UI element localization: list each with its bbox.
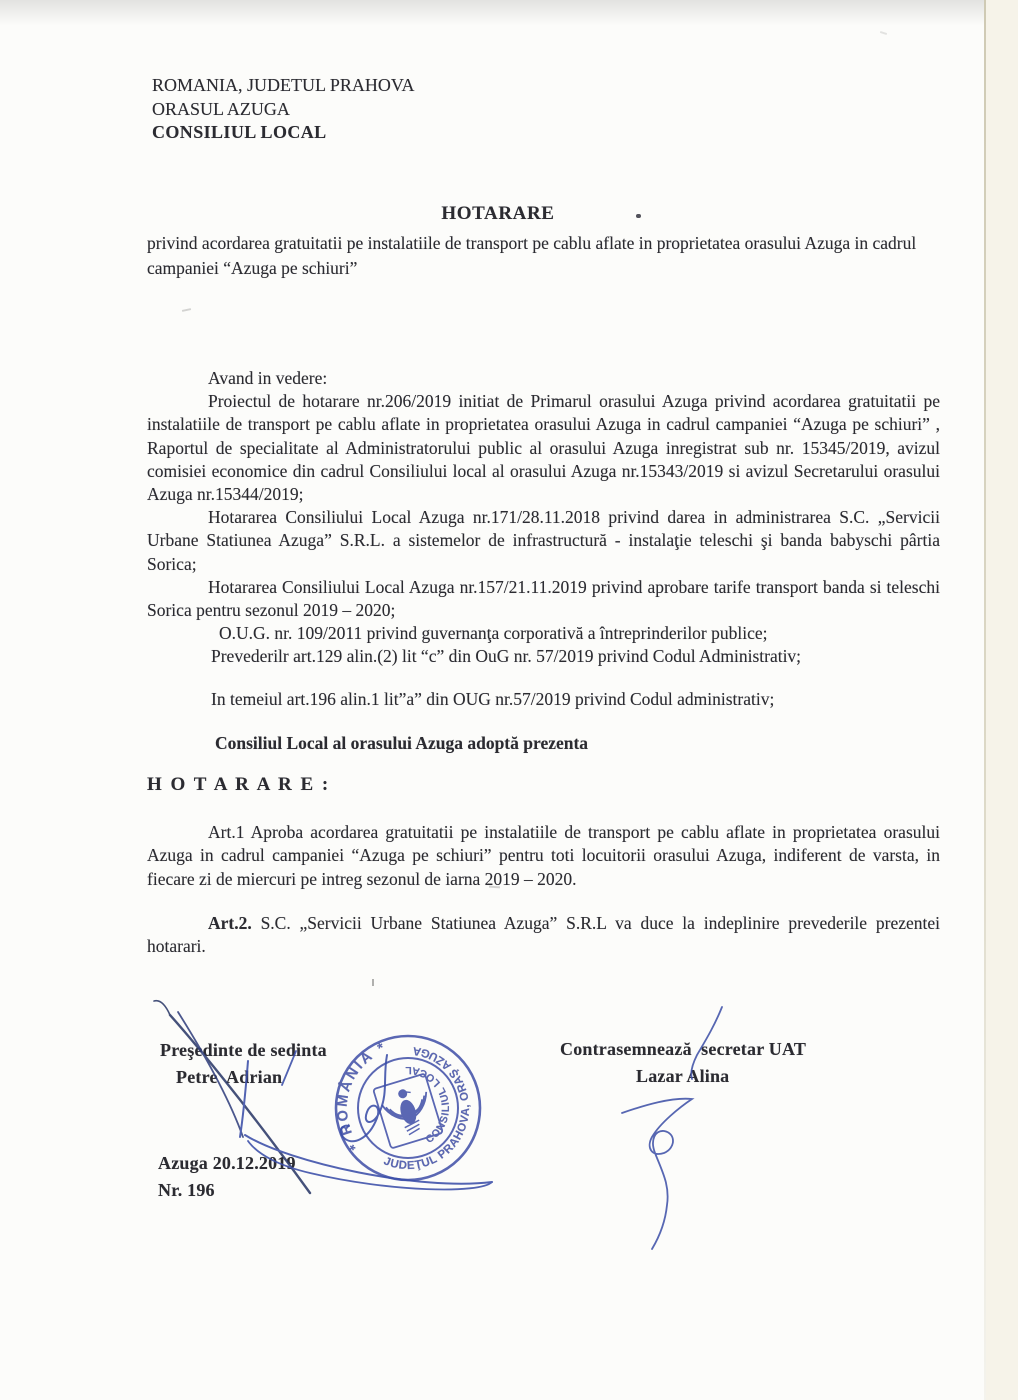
svg-text:* ROMÂNIA * (335, 1039, 390, 1152)
president-role-label: Preşedinte de sedinta (160, 1040, 327, 1060)
president-signature-stroke (154, 1001, 170, 1015)
header-country-county: ROMANIA, JUDETUL PRAHOVA (152, 75, 415, 95)
document-title: HOTARARE (441, 203, 555, 224)
scan-artifact (372, 979, 374, 986)
preamble-paragraph: Hotararea Consiliului Local Azuga nr.157/21.11.2019 privind aprobare tarife transport banda si teleschi Sorica pentru sezonul 2019 – 2020; (147, 576, 940, 621)
scan-artifact (880, 31, 887, 35)
president-name: Petre Adrian (176, 1067, 283, 1087)
secretary-role-label: Contrasemnează secretar UAT (560, 1039, 807, 1059)
document-subtitle: privind acordarea gratuitatii pe instalatiile de transport pe cablu aflate in proprietatea orasului Azuga in cadrul campaniei “Azuga pe schiuri” (147, 233, 917, 278)
legal-basis-paragraph: In temeiul art.196 alin.1 lit”a” din OUG nr.57/2019 privind Codul administrativ; (211, 688, 775, 709)
secretary-name: Lazar Alina (636, 1066, 730, 1086)
preamble-paragraph: Prevederilr art.129 alin.(2) lit “c” din OuG nr. 57/2019 privind Codul Administrativ; (211, 646, 802, 667)
preamble-paragraph: O.U.G. nr. 109/2011 privind guvernanţa corporativă a întreprinderilor publice; (219, 623, 768, 644)
article-2 (147, 912, 940, 958)
scan-artifact (636, 214, 641, 218)
preamble-intro: Avand in vedere: (208, 368, 328, 388)
preamble-paragraph: Hotararea Consiliului Local Azuga nr.171/28.11.2018 privind darea in administrarea S.C. „Servicii Urbane Statiunea Azuga” S.R.L. a sistemelor de infrastructură - instalaţie teleschi şi banda babyschi pârtia Sorica; (147, 507, 940, 574)
document-body (147, 367, 940, 958)
stamp-country-text: * ROMÂNIA * (334, 1039, 390, 1153)
article-2-text: S.C. „Servicii Urbane Statiunea Azuga” S.R.L va duce la indeplinire prevederile prezentei hotarari. (147, 912, 940, 957)
stamp-outer-ring-text: JUDEŢUL PRAHOVA, ORAŞ AZUGA (381, 1044, 473, 1173)
adoption-clause: Consiliul Local al orasului Azuga adoptă prezenta (215, 732, 589, 753)
article-1: Art.1 Aproba acordarea gratuitatii pe instalatiile de transport pe cablu aflate in proprietatea orasului Azuga in cadrul campaniei “Azuga pe schiuri” pentru toti locuitorii orasului Azuga, indiferent de varsta, in fiecare zi de miercuri pe intreg sezonul de iarna 2019 – 2020. (147, 822, 940, 889)
document-header (152, 74, 415, 145)
secretary-signature-stroke (622, 1099, 692, 1249)
scan-paper-edge (984, 0, 986, 1400)
preamble-paragraph: Proiectul de hotarare nr.206/2019 initiat de Primarul orasului Azuga privind acordarea gratuitatii pe instalatiile de transport pe cablu aflate in proprietatea orasului Azuga in cadrul campaniei “Azuga pe schiuri” , Raportul de specialitate al Administratorului public al orasului Azuga inregistrat sub nr. 15345/2019, avizul comisiei economice din cadrul Consiliului local al orasului Azuga nr.15343/2019 si avizul Secretarului orasului Azuga nr.15344/2019; (147, 391, 940, 505)
decision-number: Nr. 196 (158, 1180, 215, 1200)
decision-heading: H O T A R A R E : (147, 774, 331, 796)
header-city: ORASUL AZUGA (152, 98, 290, 119)
official-round-stamp (330, 1030, 486, 1186)
scan-paper-margin (986, 0, 1018, 1400)
article-2-label: Art.2. (208, 912, 252, 933)
header-institution: CONSILIUL LOCAL (152, 122, 327, 142)
stamp-inner-ring-text: CONSILIUL LOCAL (404, 1063, 453, 1146)
place-and-date: Azuga 20.12.2019 (158, 1153, 296, 1173)
scan-artifact (182, 308, 191, 312)
